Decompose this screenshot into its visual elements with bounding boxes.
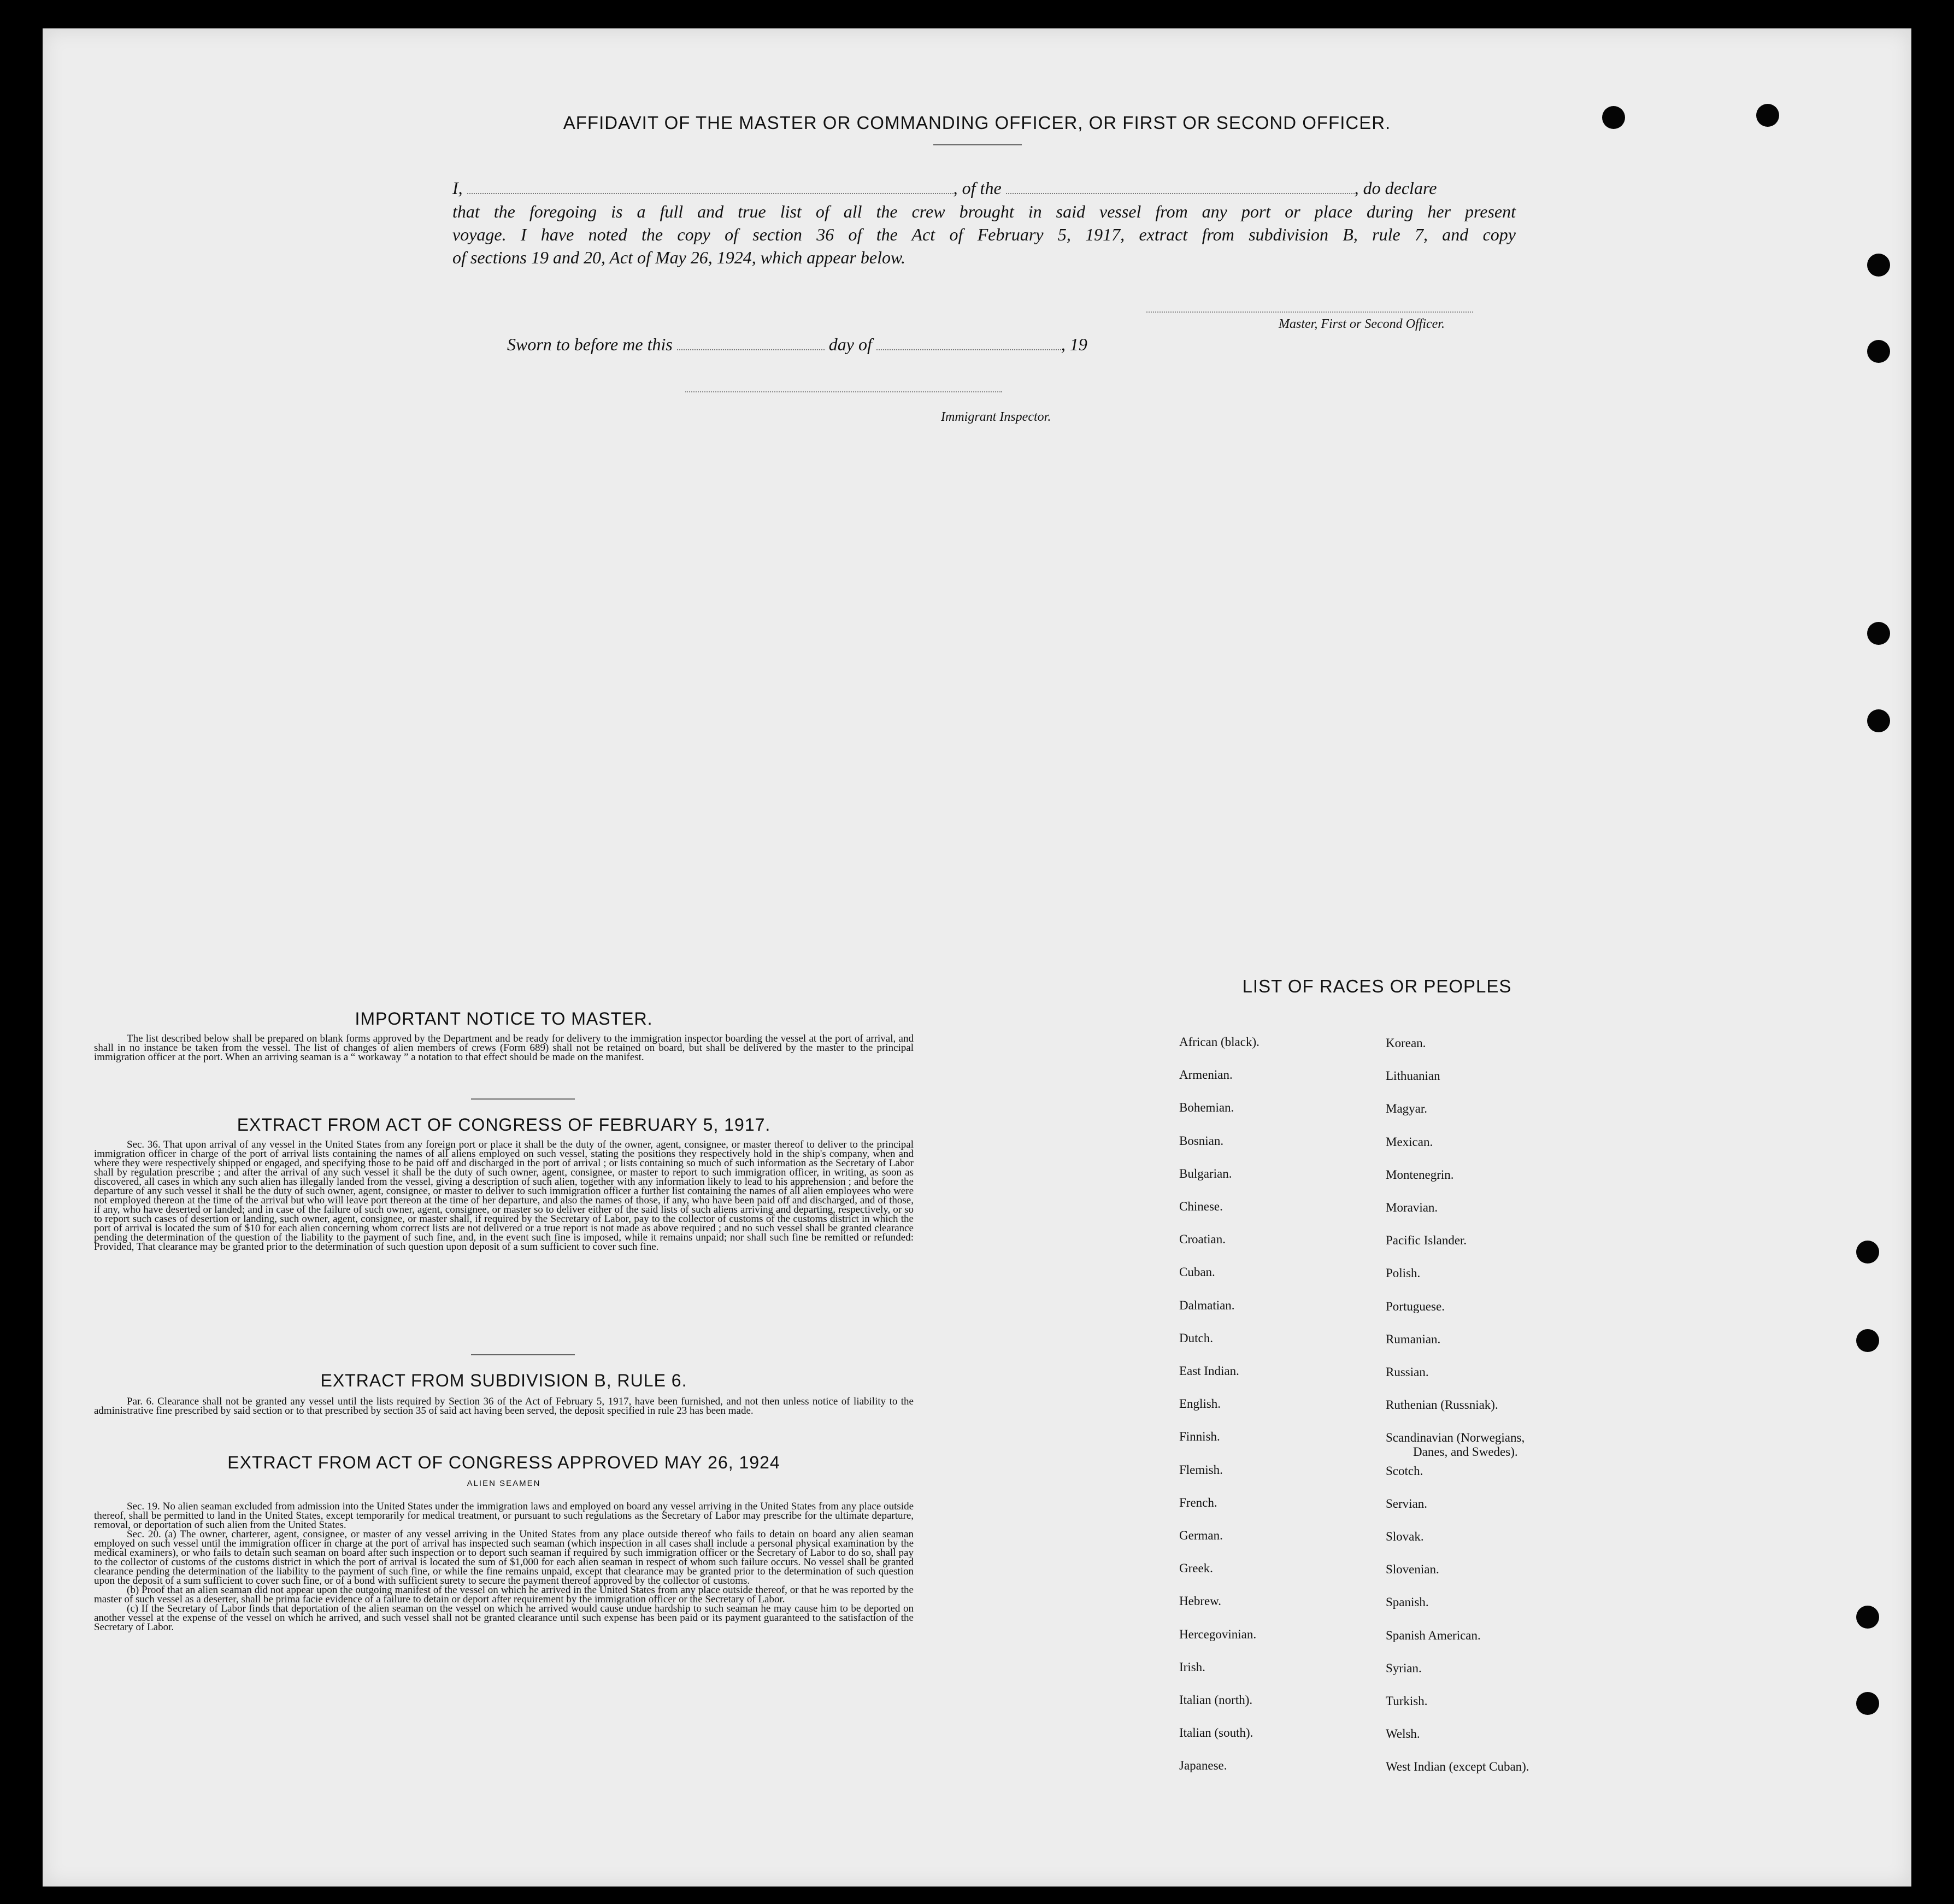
vessel-field[interactable] bbox=[1006, 193, 1355, 194]
race-item: German. bbox=[1179, 1529, 1223, 1542]
notice-paragraph: The list described below shall be prepared on blank forms approved by the Department and be ready for delivery to the immigration inspector boarding the vessel at the port of arrival, and shall in no instance be taken from the vessel. The list of changes of alien members of crews (Form 689) shall not be retained on board, but shall be delivered by the master to the principal immigration officer at the port. When an arriving seaman is a “ workaway ” a notation to that effect should be made on the manifest. bbox=[94, 1033, 914, 1063]
race-item: Russian. bbox=[1386, 1365, 1429, 1379]
sec-20c-paragraph: (c) If the Secretary of Labor finds that deportation of the alien seaman on the vessel on which he arrived would cause undue hardship to such seaman he may cause him to be deported on another vessel at the expense of the vessel on which he arrived, and such vessel shall not be granted clearance until such expense has been paid or its payment guaranteed to the satisfaction of the Secretary of Labor. bbox=[94, 1603, 914, 1633]
punch-hole-icon bbox=[1867, 622, 1890, 645]
race-item: Greek. bbox=[1179, 1561, 1213, 1575]
race-item: Finnish. bbox=[1179, 1430, 1220, 1443]
sworn-month-field[interactable] bbox=[876, 349, 1061, 350]
race-item: Italian (north). bbox=[1179, 1693, 1253, 1707]
affidavit-text-line: voyage. I have noted the copy of section 36 of the Act of February 5, 1917, extract from subdivision B, rule 7, and copy bbox=[452, 225, 1516, 244]
race-item: Scandinavian (Norwegians, bbox=[1386, 1431, 1525, 1444]
race-item: Cuban. bbox=[1179, 1265, 1215, 1279]
race-item: Dalmatian. bbox=[1179, 1298, 1235, 1312]
race-item: Montenegrin. bbox=[1386, 1168, 1454, 1182]
extract-1917-title: EXTRACT FROM ACT OF CONGRESS OF FEBRUARY 5, 1917. bbox=[237, 1115, 771, 1135]
race-item: Bohemian. bbox=[1179, 1101, 1234, 1114]
punch-hole-icon bbox=[1856, 1329, 1879, 1352]
race-item: Spanish. bbox=[1386, 1595, 1429, 1609]
punch-hole-icon bbox=[1867, 709, 1890, 732]
par-6-paragraph: Par. 6. Clearance shall not be granted any vessel until the lists required by Section 36 of the Act of February 5, 1917, have been furnished, and not then unless notice of liability to the administrative fine prescribed by said section or to that prescribed by section 35 of said act having been served, the deposit specified in rule 23 has been made. bbox=[94, 1396, 914, 1417]
affidavit-text-line: that the foregoing is a full and true list of all the crew brought in said vessel from any port or place during her present bbox=[452, 202, 1516, 221]
race-item: East Indian. bbox=[1179, 1364, 1239, 1378]
label-i: I, bbox=[452, 178, 463, 198]
sworn-year: , 19 bbox=[1061, 334, 1087, 354]
extract-rule6-title: EXTRACT FROM SUBDIVISION B, RULE 6. bbox=[320, 1371, 687, 1390]
affidavit-declaration-line bbox=[452, 178, 1437, 198]
section-divider bbox=[471, 1098, 575, 1100]
race-item: Syrian. bbox=[1386, 1661, 1422, 1675]
race-item: Italian (south). bbox=[1179, 1726, 1253, 1740]
race-item: Scotch. bbox=[1386, 1464, 1423, 1478]
extract-1924-title: EXTRACT FROM ACT OF CONGRESS APPROVED MAY 26, 1924 bbox=[227, 1453, 780, 1472]
punch-hole-icon bbox=[1856, 1692, 1879, 1715]
race-item: French. bbox=[1179, 1496, 1217, 1509]
affidavit-title: AFFIDAVIT OF THE MASTER OR COMMANDING OFFICER, OR FIRST OR SECOND OFFICER. bbox=[563, 113, 1391, 133]
extract-rule6-text bbox=[94, 1397, 914, 1415]
race-item: Chinese. bbox=[1179, 1200, 1223, 1213]
master-caption: Master, First or Second Officer. bbox=[1279, 317, 1445, 331]
race-item: Welsh. bbox=[1386, 1727, 1420, 1741]
race-item: Korean. bbox=[1386, 1036, 1426, 1050]
race-item: Lithuanian bbox=[1386, 1069, 1440, 1083]
race-item: Hercegovinian. bbox=[1179, 1627, 1257, 1641]
extract-1924-subtitle: ALIEN SEAMEN bbox=[467, 1479, 541, 1488]
race-item: Croatian. bbox=[1179, 1232, 1226, 1246]
race-item-continuation: Danes, and Swedes). bbox=[1413, 1445, 1518, 1459]
race-item: Magyar. bbox=[1386, 1102, 1428, 1115]
race-item: Japanese. bbox=[1179, 1759, 1227, 1772]
sworn-day-of: day of bbox=[828, 334, 872, 354]
sec-20b-paragraph: (b) Proof that an alien seaman did not appear upon the outgoing manifest of the vessel on which he arrived in the United States from any place outside thereof, or that he was reported by the master of such vessel as a deserter, shall be prima facie evidence of a failure to detain or deport after requirement by the immigration officer or the Secretary of Labor. bbox=[94, 1584, 914, 1605]
race-item: Polish. bbox=[1386, 1266, 1421, 1280]
affidavit-text-line: of sections 19 and 20, Act of May 26, 1924, which appear below. bbox=[452, 248, 905, 267]
sworn-line bbox=[507, 334, 1087, 355]
sworn-prefix: Sworn to before me this bbox=[507, 334, 673, 354]
affidavit-paragraph bbox=[452, 200, 1516, 269]
race-item: Slovak. bbox=[1386, 1530, 1424, 1543]
race-item: English. bbox=[1179, 1397, 1221, 1411]
race-item: Flemish. bbox=[1179, 1463, 1223, 1477]
race-item: Armenian. bbox=[1179, 1068, 1233, 1082]
punch-hole-icon bbox=[1867, 254, 1890, 277]
section-divider bbox=[471, 1354, 575, 1355]
race-item: Bulgarian. bbox=[1179, 1167, 1232, 1180]
race-item: Moravian. bbox=[1386, 1201, 1438, 1214]
name-field[interactable] bbox=[467, 193, 954, 194]
punch-hole-icon bbox=[1867, 340, 1890, 363]
title-divider bbox=[933, 144, 1022, 145]
race-item: Hebrew. bbox=[1179, 1594, 1222, 1608]
race-item: Slovenian. bbox=[1386, 1562, 1439, 1576]
extract-1917-text bbox=[94, 1140, 914, 1251]
race-item: Portuguese. bbox=[1386, 1300, 1445, 1313]
inspector-caption: Immigrant Inspector. bbox=[941, 410, 1051, 424]
inspector-signature-line[interactable] bbox=[685, 391, 1002, 392]
race-item: Dutch. bbox=[1179, 1331, 1213, 1345]
race-item: Irish. bbox=[1179, 1660, 1205, 1674]
sworn-day-field[interactable] bbox=[677, 349, 825, 350]
label-do-declare: , do declare bbox=[1354, 178, 1437, 198]
race-item: Bosnian. bbox=[1179, 1134, 1224, 1148]
sec-20a-paragraph: Sec. 20. (a) The owner, charterer, agent, consignee, or master of any vessel arriving in the United States from any place outside thereof who fails to detain on board any alien seaman employed on such vessel until the immigration officer in charge at the port of arrival has inspected such seaman (which inspection in all cases shall include a personal physical examination by the medical examiners), or who fails to detain such seaman on board after such inspection or to deport such seaman if required by such immigration officer or the Secretary of Labor to do so, shall pay to the collector of customs of the customs district in which the port of arrival is located the sum of $1,000 for each alien seaman in respect of whom such failure occurs. No vessel shall be granted clearance pending the determination of the liability to the payment of such fine, or while the fine remains unpaid, except that clearance may be granted prior to the determination of such question upon the deposit of a sum sufficient to cover such fine, or of a bond with sufficient surety to secure the payment thereof approved by the collector of customs. bbox=[94, 1529, 914, 1586]
extract-1924-text bbox=[94, 1502, 914, 1632]
race-item: African (black). bbox=[1179, 1035, 1259, 1049]
notice-text bbox=[94, 1034, 914, 1062]
race-item: Ruthenian (Russniak). bbox=[1386, 1398, 1498, 1412]
notice-title: IMPORTANT NOTICE TO MASTER. bbox=[355, 1009, 653, 1029]
race-item: Turkish. bbox=[1386, 1694, 1428, 1708]
race-item: Mexican. bbox=[1386, 1135, 1433, 1149]
race-item: West Indian (except Cuban). bbox=[1386, 1760, 1529, 1773]
master-signature-line[interactable] bbox=[1146, 312, 1473, 313]
label-of-the: , of the bbox=[953, 178, 1002, 198]
races-title: LIST OF RACES OR PEOPLES bbox=[1242, 976, 1512, 996]
race-item: Spanish American. bbox=[1386, 1629, 1481, 1642]
punch-hole-icon bbox=[1856, 1606, 1879, 1629]
punch-hole-icon bbox=[1856, 1241, 1879, 1264]
sec-19-paragraph: Sec. 19. No alien seaman excluded from admission into the United States under the immigration laws and employed on board any vessel arriving in the United States from any place outside thereof, shall be permitted to land in the United States, except temporarily for medical treatment, or pursuant to such regulations as the Secretary of Labor may prescribe for the ultimate departure, removal, or deportation of such alien from the United States. bbox=[94, 1501, 914, 1531]
race-item: Rumanian. bbox=[1386, 1332, 1441, 1346]
race-item: Servian. bbox=[1386, 1497, 1428, 1511]
section-36-paragraph: Sec. 36. That upon arrival of any vessel in the United States from any foreign port or place it shall be the duty of the owner, agent, consignee, or master thereof to deliver to the principal immigration officer in charge of the port of arrival lists containing the names of all aliens employed on such vessel, stating the positions they respectively hold in the ship's company, when and where they were respectively shipped or engaged, and specifying those to be paid off and discharged in the port of arrival ; or lists containing so much of such information as the Secretary of Labor shall by regulation prescribe ; and after the arrival of any such vessel it shall be the duty of such owner, agent, consignee, or master to report to such immigration officer, in writing, as soon as discovered, all cases in which any such alien has illegally landed from the vessel, giving a description of such alien, together with any information likely to lead to his apprehension ; and before the departure of any such vessel it shall be the duty of such owner, agent, consignee, or master to deliver to such immigration officer a further list containing the names of all alien employees who were not employed thereon at the time of the arrival but who will leave port thereon at the time of her departure, and also the names of those, if any, who have been paid off and discharged, and of those, if any, who have deserted or landed; and in case of the failure of such owner, agent, consignee, or master so to deliver either of the said lists of such aliens arriving and departing, respectively, or so to report such cases of desertion or landing, such owner, agent, consignee, or master shall, if required by the Secretary of Labor, pay to the collector of customs of the customs district in which the port of arrival is located the sum of $10 for each alien concerning whom correct lists are not delivered or a true report is not made as above required ; and no such vessel shall be granted clearance pending the determination of the question of the liability to the payment of such fine, and, in the event such fine is imposed, while it remains unpaid; nor shall such fine be remitted or refunded: Provided, That clearance may be granted prior to the determination of such question upon deposit of a sum sufficient to cover such fine. bbox=[94, 1139, 914, 1253]
race-item: Pacific Islander. bbox=[1386, 1233, 1467, 1247]
